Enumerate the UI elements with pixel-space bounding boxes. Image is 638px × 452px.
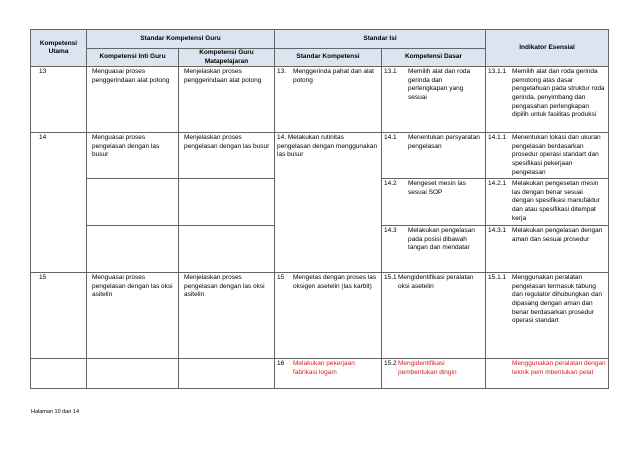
row-number: 15 <box>31 273 87 359</box>
row-number: 14 <box>31 133 87 273</box>
indikator-cell: 14.2.1 Melakukan pengesetan mesin las dengan benar sesuai dengan spesifikasi manufaktur dan atau spesifikasi ditempat kerja <box>486 179 609 226</box>
kompetensi-dasar-cell: 14.3 Melakukan pengelasan pada posisi dibawah tangan dan mendatar <box>382 226 486 273</box>
indikator-cell: 15.1.1 Menggunakan peralatan pengelasan termasuk tabung dan regulator dihubungkan dan dipasang dengan aman dan benar berdasarkan prosedur operasi standart <box>486 273 609 359</box>
competency-table <box>30 29 609 389</box>
row-number <box>31 359 87 389</box>
kompetensi-mapel-cell <box>179 359 275 389</box>
kompetensi-inti-cell <box>87 226 179 273</box>
kompetensi-inti-cell: Menguasai proses penggerindaan alat potong <box>87 67 179 133</box>
header-kompetensi-guru-mapel: Kompetensi Guru Matapelajaran <box>179 49 275 67</box>
kompetensi-dasar-cell: 14.2 Mengeset mesin las sesuai SOP <box>382 179 486 226</box>
header-standar-isi: Standar Isi <box>275 30 486 49</box>
header-standar-kompetensi: Standar Kompetensi <box>275 49 382 67</box>
kompetensi-inti-cell: Menguasai proses pengelasan dengan las busur <box>87 133 179 179</box>
page-footer: Halaman 10 dari 14 <box>31 409 80 415</box>
kompetensi-mapel-cell <box>179 226 275 273</box>
kompetensi-dasar-cell: 13.1 Memilih alat dan roda gerinda dan perlengkapan yang sesuai <box>382 67 486 133</box>
table-row <box>31 67 609 133</box>
kompetensi-inti-cell: Menguasai proses pengelasan dengan las oksi asitelin <box>87 273 179 359</box>
kompetensi-mapel-cell: Menjelaskan proses pengelasan dengan las busur <box>179 133 275 179</box>
kompetensi-mapel-cell: Menjelaskan proses penggerindaan alat potong <box>179 67 275 133</box>
indikator-cell: 13.1.1 Memilih alat dan roda gerinda pemotong atas dasar pengetahuan pada struktur roda gerinda, penyimbang dan pengasahan perlengkapan dipilih untuk fasilitas produksi <box>486 67 609 133</box>
header-row-1 <box>31 30 609 49</box>
table-row <box>31 273 609 359</box>
kompetensi-mapel-cell <box>179 179 275 226</box>
indikator-cell: 14.1.1 Menentukan lokasi dan ukuran pengelasan berdasarkan prosedur operasi standart dan spesifikasi pekerjaan pengelasan <box>486 133 609 179</box>
indikator-cell: Menggunakan peralatan dengan teknik pem mbentukan pelat <box>486 359 609 389</box>
indikator-cell: 14.3.1 Melakukan pengelasan dengan aman dan sesuai prosedur <box>486 226 609 273</box>
standar-kompetensi-cell: 13. Menggerinda pahat dan alat potong <box>275 67 382 133</box>
kompetensi-dasar-cell: 14.1 Menentukan persyaratan pengelasan <box>382 133 486 179</box>
table-row <box>31 133 609 179</box>
standar-kompetensi-cell: 15 Mengelas dengan proses las oksigen asetelin (las karbit) <box>275 273 382 359</box>
header-kompetensi-dasar: Kompetensi Dasar <box>382 49 486 67</box>
header-standar-kompetensi-guru: Standar Kompetensi Guru <box>87 30 275 49</box>
kompetensi-dasar-cell: 15.1 Mengidentifikasi peralatan oksi asetelin <box>382 273 486 359</box>
header-indikator-esensial: Indikator Esensial <box>486 30 609 67</box>
header-kompetensi-inti-guru: Kompetensi Inti Guru <box>87 49 179 67</box>
kompetensi-inti-cell <box>87 359 179 389</box>
standar-kompetensi-cell: 16 Melakukan pekerjaan fabrikasi logam <box>275 359 382 389</box>
header-kompetensi-utama: Kompetensi Utama <box>31 30 87 67</box>
kompetensi-dasar-cell: 15.2 Mengidentifikasi pembentukan dingin <box>382 359 486 389</box>
row-number: 13 <box>31 67 87 133</box>
kompetensi-inti-cell <box>87 179 179 226</box>
standar-kompetensi-cell: 14. Melakukan rutinitas pengelasan dengan menggunakan las busur <box>275 133 382 273</box>
kompetensi-mapel-cell: Menjelaskan proses pengelasan dengan las oksi asitelin <box>179 273 275 359</box>
table-row <box>31 359 609 389</box>
